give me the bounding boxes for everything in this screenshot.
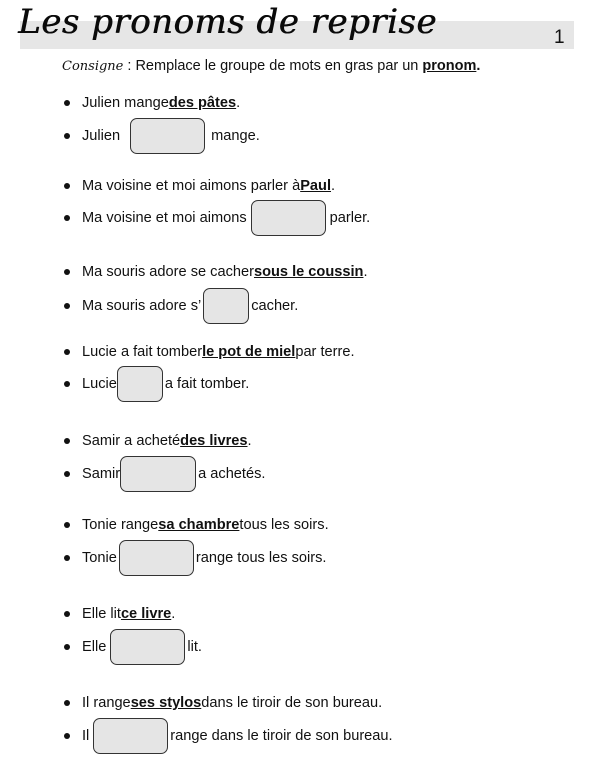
answer-text: range dans le tiroir de son bureau. <box>170 728 393 744</box>
bullet <box>64 438 70 444</box>
answer-text: Ma voisine et moi aimons <box>82 210 247 226</box>
bold-group: sous le coussin <box>253 264 364 280</box>
answer-text: parler. <box>329 210 371 226</box>
bullet <box>64 269 70 275</box>
sentence-text: Ma voisine et moi aimons parler à <box>82 178 301 194</box>
bold-group: le pot de miel <box>202 344 296 360</box>
instruction-label: Consigne <box>62 59 124 74</box>
answer-box[interactable] <box>130 118 205 154</box>
answer-text: a fait tomber. <box>164 376 250 392</box>
sentence-text: Julien mange <box>82 95 169 111</box>
sentence-text: Elle lit <box>82 606 121 622</box>
page-title: Les pronoms de reprise <box>18 2 437 42</box>
answer-box[interactable] <box>203 288 249 324</box>
answer-text: Tonie <box>82 550 117 566</box>
answer-text: Samir <box>82 466 121 482</box>
answer-line-5 <box>64 454 265 494</box>
answer-text: mange. <box>211 128 260 144</box>
bullet <box>64 215 70 221</box>
bullet <box>64 700 70 706</box>
sentence-text: Lucie a fait tomber <box>82 344 203 360</box>
bold-group: des pâtes <box>168 95 237 111</box>
answer-box[interactable] <box>117 366 163 402</box>
sentence-text: Il range <box>82 695 131 711</box>
bullet <box>64 349 70 355</box>
sentence-text: . <box>331 178 336 194</box>
answer-box[interactable] <box>110 629 185 665</box>
bold-group: des livres <box>180 433 248 449</box>
answer-text: Elle <box>82 639 107 655</box>
answer-line-2 <box>64 198 370 238</box>
answer-line-8 <box>64 716 393 756</box>
bullet <box>64 100 70 106</box>
bold-group: ses stylos <box>130 695 202 711</box>
answer-line-1 <box>64 116 260 156</box>
page-number: 1 <box>554 27 565 48</box>
answer-text: Ma souris adore s’ <box>82 298 202 314</box>
sentence-text: . <box>247 433 252 449</box>
answer-text: a achetés. <box>198 466 266 482</box>
sentence-text: Tonie range <box>82 517 159 533</box>
bullet <box>64 644 70 650</box>
bullet <box>64 303 70 309</box>
answer-text: Lucie <box>82 376 117 392</box>
answer-line-4 <box>64 364 249 404</box>
answer-box[interactable] <box>120 456 196 492</box>
instruction-keyword: pronom <box>422 58 477 74</box>
answer-line-6 <box>64 538 327 578</box>
answer-box[interactable] <box>119 540 194 576</box>
answer-text: range tous les soirs. <box>195 550 327 566</box>
bullet <box>64 611 70 617</box>
sentence-text: Samir a acheté <box>82 433 181 449</box>
bold-group: ce livre <box>120 606 172 622</box>
bullet <box>64 522 70 528</box>
sentence-text: Ma souris adore se cacher <box>82 264 254 280</box>
instruction-end: . <box>476 58 481 74</box>
bullet <box>64 381 70 387</box>
sentence-text: . <box>363 264 368 280</box>
answer-box[interactable] <box>93 718 168 754</box>
instruction <box>62 58 480 74</box>
bold-group: sa chambre <box>158 517 240 533</box>
bullet <box>64 555 70 561</box>
bullet <box>64 133 70 139</box>
sentence-text: tous les soirs. <box>239 517 329 533</box>
bullet <box>64 733 70 739</box>
answer-text: Julien <box>82 128 121 144</box>
sentence-text: dans le tiroir de son bureau. <box>201 695 383 711</box>
bullet <box>64 471 70 477</box>
instruction-text: : Remplace le groupe de mots en gras par un <box>123 58 423 74</box>
bold-group: Paul <box>300 178 332 194</box>
answer-line-3 <box>64 286 298 326</box>
sentence-text: . <box>171 606 176 622</box>
answer-line-7 <box>64 627 202 667</box>
sentence-text: par terre. <box>295 344 355 360</box>
answer-text: Il <box>82 728 90 744</box>
answer-text: lit. <box>187 639 202 655</box>
sentence-text: . <box>236 95 241 111</box>
answer-box[interactable] <box>251 200 326 236</box>
bullet <box>64 183 70 189</box>
answer-text: cacher. <box>251 298 299 314</box>
